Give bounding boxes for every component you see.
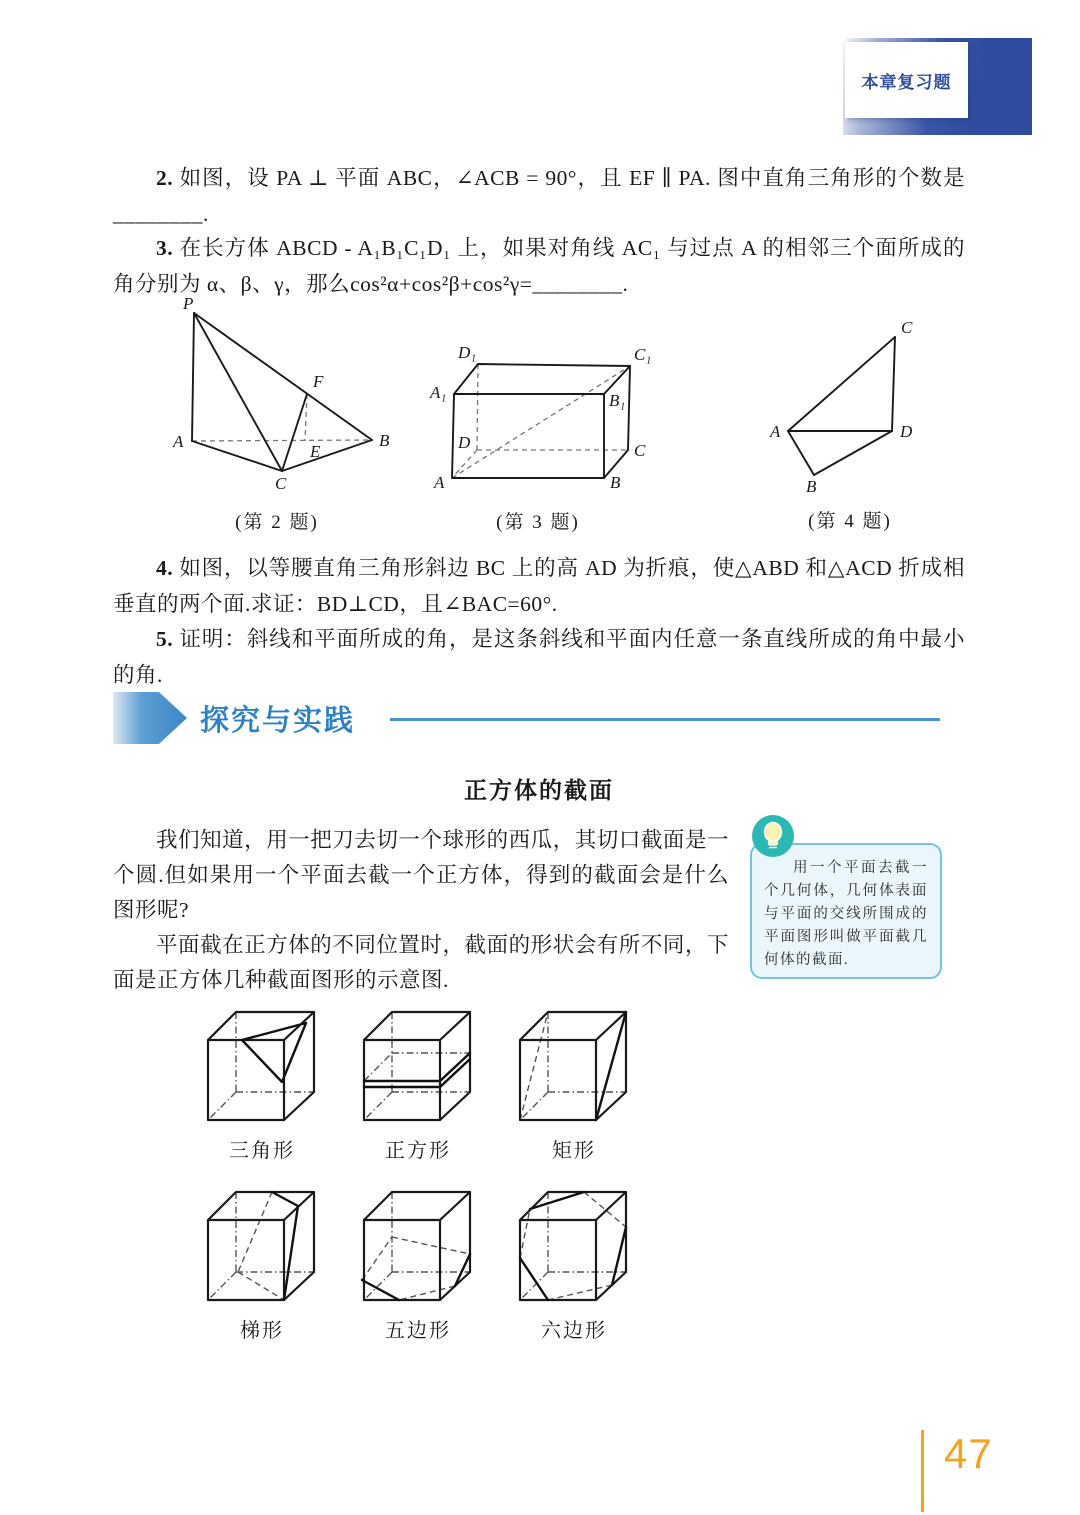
vertex-label-E: E — [310, 442, 321, 461]
cube-label-hexagon: 六边形 — [541, 1320, 607, 1342]
figure-problem3 — [418, 330, 658, 534]
folded-triangle-figure — [750, 305, 950, 496]
problem-3-number: 3. — [156, 236, 174, 260]
figure-problem4-caption: (第 4 题) — [808, 511, 892, 532]
vertex-label-B: B — [379, 431, 390, 450]
cube-triangle-svg — [196, 1002, 328, 1128]
cube-hexagon-svg — [508, 1182, 640, 1308]
cube-triangle-section — [196, 1002, 328, 1163]
vertex-label-A: A — [770, 422, 781, 441]
chapter-badge-card — [845, 42, 968, 118]
vertex-label-C: C — [634, 441, 646, 460]
cube-pentagon-section — [352, 1182, 484, 1343]
problem-5 — [113, 621, 965, 693]
vertex-label-B: B — [610, 473, 621, 492]
vertex-label-P: P — [183, 294, 194, 313]
article-paragraph-1: 我们知道，用一把刀去切一个球形的西瓜，其切口截面是一个圆.但如果用一个平面去截一个正方体，得到的截面会是什么图形呢? — [113, 828, 729, 922]
cube-hexagon-section — [508, 1182, 640, 1343]
cube-label-trapezoid: 梯形 — [240, 1320, 284, 1342]
vertex-label-B: B — [806, 477, 817, 496]
chapter-badge-label: 本章复习题 — [861, 72, 952, 92]
vertex-label-A: A — [173, 432, 184, 451]
problem-3-text: 在长方体 ABCD - A₁B₁C₁D₁ 上，如果对角线 AC₁ 与过点 A 的相邻三个面所成的角分别为 α、β、γ，那么cos²α+cos²β+cos²γ=________. — [113, 236, 965, 296]
problem-2-number: 2. — [156, 166, 174, 190]
cube-rectangle-section — [508, 1002, 640, 1163]
page-number: 47 — [944, 1430, 993, 1477]
cube-square-section — [352, 1002, 484, 1163]
article-body — [113, 823, 729, 998]
article-title: 正方体的截面 — [464, 777, 614, 803]
vertex-label-B1: B₁ — [609, 391, 626, 410]
cube-trapezoid-svg — [196, 1182, 328, 1308]
vertex-label-D1: D₁ — [458, 343, 477, 362]
article-paragraph-2: 平面截在正方体的不同位置时，截面的形状会有所不同，下面是正方体几种截面图形的示意图. — [113, 933, 729, 992]
cube-label-triangle: 三角形 — [229, 1140, 295, 1162]
problem-2 — [113, 160, 965, 232]
chapter-badge — [843, 38, 1032, 135]
problem-4 — [113, 550, 965, 622]
section-title: 探究与实践 — [200, 705, 356, 737]
cuboid-figure — [422, 330, 654, 495]
vertex-label-C1: C₁ — [634, 345, 652, 364]
definition-note: 用一个平面去截一个几何体，几何体表面与平面的交线所围成的平面图形叫做平面截几何体的截面. — [750, 843, 942, 979]
problem-5-number: 5. — [156, 627, 174, 651]
figure-problem4 — [725, 305, 975, 533]
figure-problem2 — [152, 295, 402, 534]
problem-2-text: 如图，设 PA ⊥ 平面 ABC，∠ACB = 90°，且 EF ∥ PA. 图中直角三角形的个数是________. — [113, 166, 966, 226]
figure-problem3-caption: (第 3 题) — [496, 512, 580, 533]
figure-problem2-caption: (第 2 题) — [235, 512, 319, 533]
tetrahedron-figure — [157, 295, 397, 495]
vertex-label-C: C — [901, 318, 913, 337]
section-rule — [390, 718, 940, 721]
vertex-label-A1: A₁ — [430, 383, 447, 402]
cube-label-rectangle: 矩形 — [552, 1140, 596, 1162]
vertex-label-C: C — [275, 474, 287, 493]
vertex-label-D: D — [900, 422, 913, 441]
section-arrow-icon — [113, 692, 187, 744]
cube-label-square: 正方形 — [385, 1140, 451, 1162]
problem-3 — [113, 230, 965, 302]
vertex-label-D: D — [458, 433, 471, 452]
lightbulb-icon — [751, 814, 795, 858]
cube-label-pentagon: 五边形 — [385, 1320, 451, 1342]
cube-square-svg — [352, 1002, 484, 1128]
cube-rectangle-svg — [508, 1002, 640, 1128]
vertex-label-F: F — [313, 372, 324, 391]
problem-4-number: 4. — [156, 556, 174, 580]
problem-5-text: 证明：斜线和平面所成的角，是这条斜线和平面内任意一条直线所成的角中最小的角. — [113, 627, 966, 687]
vertex-label-A: A — [434, 473, 445, 492]
footer-rule — [921, 1430, 924, 1512]
cube-trapezoid-section — [196, 1182, 328, 1343]
cube-pentagon-svg — [352, 1182, 484, 1308]
problem-4-text: 如图，以等腰直角三角形斜边 BC 上的高 AD 为折痕，使△ABD 和△ACD 折成相垂直的两个面.求证：BD⊥CD，且∠BAC=60°. — [113, 556, 966, 616]
